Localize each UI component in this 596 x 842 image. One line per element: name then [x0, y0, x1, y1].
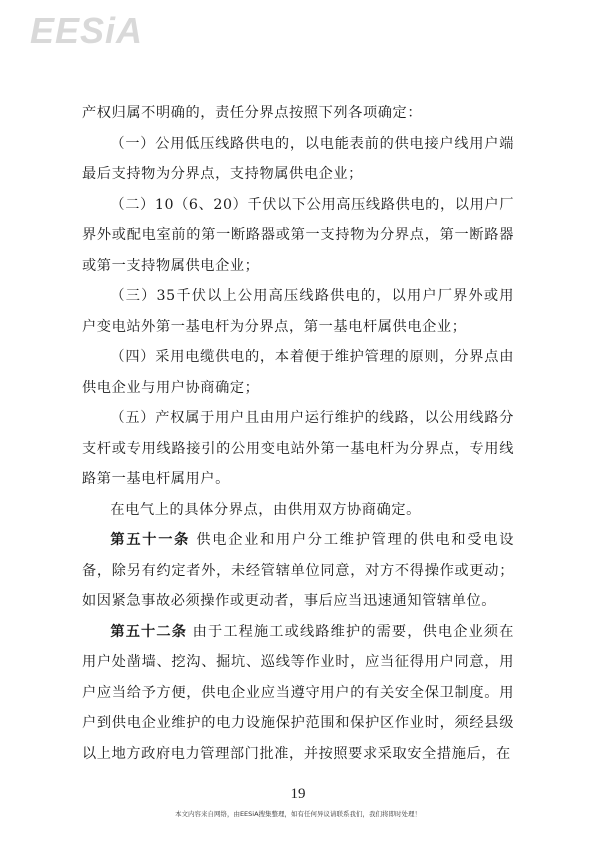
paragraph: [82, 190, 514, 282]
paragraph-text: （五）产权属于用户且由用户运行维护的线路，以公用线路分支杆或专用线路接引的公用变电站外第一基电杆为分界点，专用线路第一基电杆属用户。: [82, 410, 514, 487]
document-body: [82, 98, 514, 769]
paragraph: [82, 403, 514, 495]
paragraph: [82, 342, 514, 403]
article-text: 供电企业和用户分工维护管理的供电和受电设备，除另有约定者外，未经管辖单位同意，对方不得操作或更动；如因紧急事故必须操作或更动者，事后应当迅速通知管辖单位。: [82, 532, 514, 609]
article-label: 第五十二条: [110, 623, 188, 640]
page-number: 19: [290, 786, 306, 802]
paragraph-text: （四）采用电缆供电的，本着便于维护管理的原则，分界点由供电企业与用户协商确定；: [82, 349, 514, 396]
paragraph-text: 产权归属不明确的，责任分界点按照下列各项确定：: [82, 105, 423, 121]
paragraph: [82, 495, 514, 526]
paragraph-text: 在电气上的具体分界点，由供用双方协商确定。: [110, 501, 421, 518]
article-52: [82, 617, 514, 770]
paragraph: [82, 98, 514, 129]
paragraph-text: （一）公用低压线路供电的，以电能表前的供电接户线用户端最后支持物为分界点，支持物属供电企业；: [82, 135, 514, 182]
article-text: 由于工程施工或线路维护的需要，供电企业须在用户处凿墙、挖沟、掘坑、巡线等作业时，应当征得用户同意，用户应当给予方便，供电企业应当遵守用户的有关安全保卫制度。用户到供电企业维护的电力设施保护范围和保护区作业时，须经县级以上地方政府电力管理部门批准，并按照要求采取安全措施后，在: [82, 623, 514, 762]
article-label: 第五十一条: [110, 532, 191, 548]
paragraph-text: （二）10（6、20）千伏以下公用高压线路供电的，以用户厂界外或配电室前的第一断路器或第一支持物为分界点，第一断路器或第一支持物属供电企业；: [82, 196, 514, 274]
article-51: [82, 525, 514, 617]
paragraph-text: （三）35千伏以上公用高压线路供电的，以用户厂界外或用户变电站外第一基电杆为分界点，第一基电杆属供电企业；: [82, 288, 514, 335]
paragraph: [82, 281, 514, 342]
footer-disclaimer: 本文内容来自网络，由EESiA搜集整理，如有任何异议请联系我们，我们将即时处理！: [174, 810, 422, 818]
paragraph: [82, 129, 514, 190]
eesia-logo: EESiA: [30, 10, 144, 51]
